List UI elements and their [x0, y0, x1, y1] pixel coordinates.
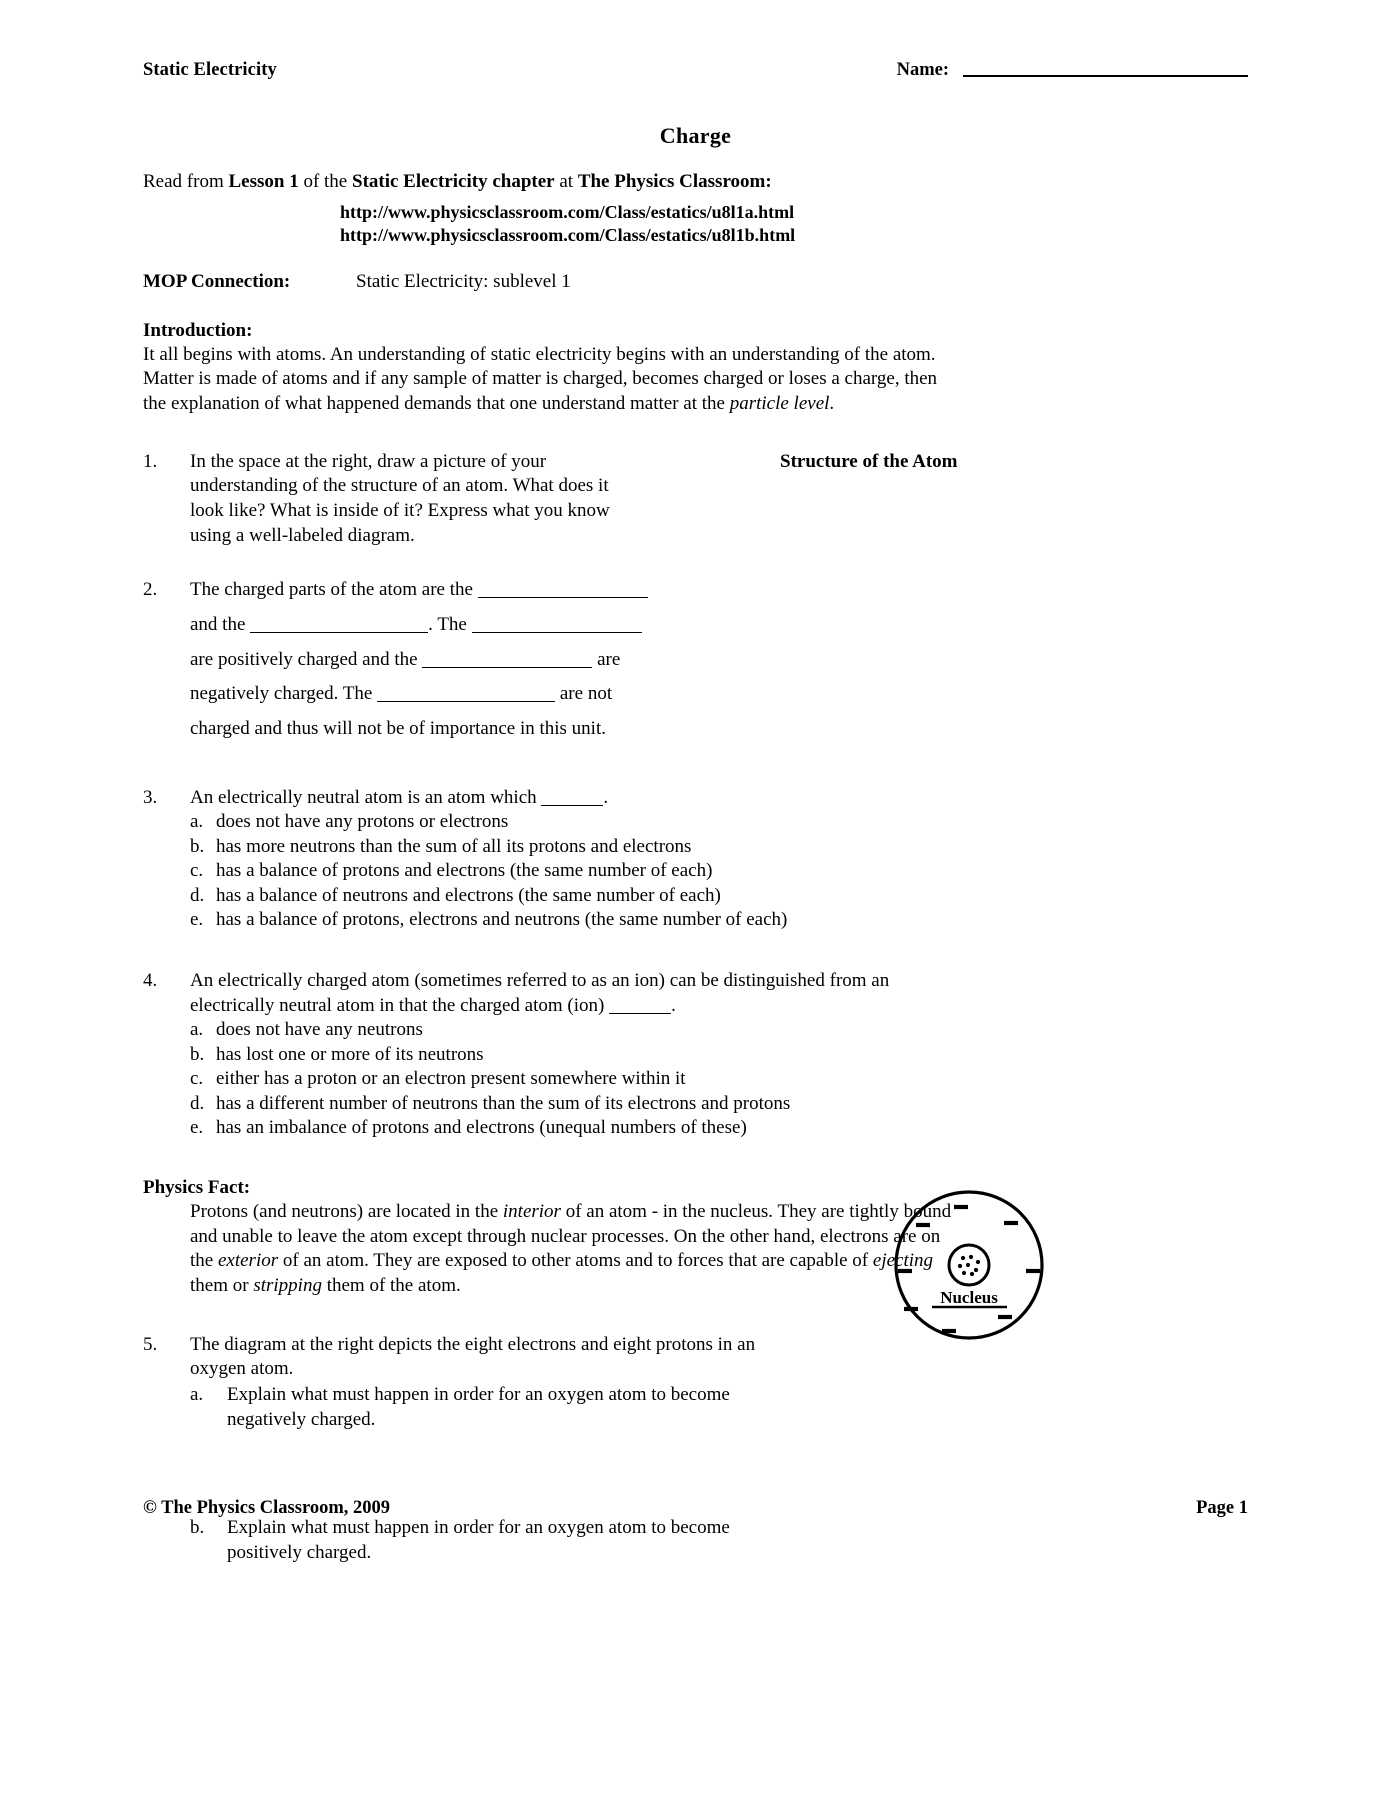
q4-stem-line-1: An electrically charged atom (sometimes referred to as an ion) can be distinguished from an — [190, 969, 890, 991]
physics-fact-paragraph — [190, 1200, 1248, 1299]
page-content — [143, 60, 1248, 1566]
fact-italic-interior: interior — [502, 1200, 561, 1222]
q3-option-c[interactable] — [190, 859, 1248, 884]
question-1-number: 1. — [143, 450, 158, 472]
question-1 — [143, 450, 1248, 549]
fact-l3-pre: the — [190, 1250, 218, 1272]
q2-blank-2[interactable] — [250, 632, 428, 633]
fact-line-2: and unable to leave the atom except through nuclear processes. On the other hand, electrons are on — [190, 1225, 941, 1247]
name-field-group — [897, 60, 1248, 81]
read-prefix: Read from — [143, 171, 229, 192]
intro-line-1: It all begins with atoms. An understanding of static electricity begins with an understanding of the atom. — [143, 343, 936, 365]
question-4 — [143, 969, 1248, 1141]
q2-seg-7: are not — [555, 683, 613, 705]
q4-option-a-letter: a. — [190, 1019, 204, 1041]
q4-option-d[interactable] — [190, 1092, 1248, 1117]
question-5 — [143, 1333, 1248, 1566]
question-4-number: 4. — [143, 969, 158, 991]
q3-option-c-letter: c. — [190, 860, 204, 882]
q4-option-d-text: has a different number of neutrons than the sum of its electrons and protons — [216, 1092, 791, 1114]
q5-sub-b-text — [227, 1516, 1248, 1565]
q2-seg-4: are positively charged and the — [190, 648, 423, 670]
q3-option-b-text: has more neutrons than the sum of all its protons and electrons — [216, 835, 692, 857]
q1-line-2: understanding of the structure of an atom. What does it — [190, 475, 609, 497]
chapter-ref: Static Electricity chapter — [352, 171, 555, 192]
mop-connection-value: Static Electricity: sublevel 1 — [356, 270, 571, 292]
q2-blank-3[interactable] — [472, 632, 642, 633]
fact-italic-stripping: stripping — [253, 1274, 322, 1296]
intro-particle-level: particle level — [729, 392, 830, 414]
q3-option-b-letter: b. — [190, 835, 205, 857]
lesson-ref: Lesson 1 — [228, 171, 299, 192]
fact-l3-mid: of an atom. They are exposed to other atoms and to forces that are capable of — [278, 1250, 873, 1272]
q2-seg-2: and the — [190, 614, 251, 636]
q5-sub-b-line-1: Explain what must happen in order for an oxygen atom to become — [227, 1517, 730, 1539]
oxygen-atom-diagram — [868, 1185, 1070, 1345]
question-1-text — [190, 450, 1248, 549]
question-5-number: 5. — [143, 1333, 158, 1355]
q2-line-5: charged and thus will not be of importance in this unit. — [190, 718, 606, 740]
name-write-line[interactable] — [963, 74, 1248, 77]
nucleus-protons — [958, 1255, 980, 1276]
q3-option-e-text: has a balance of protons, electrons and neutrons (the same number of each) — [216, 909, 788, 931]
q4-option-d-letter: d. — [190, 1092, 205, 1114]
q3-blank[interactable] — [541, 805, 603, 806]
atom-svg — [868, 1185, 1070, 1345]
page-number: Page 1 — [1196, 1498, 1248, 1518]
electron-marks — [898, 1207, 1040, 1331]
intro-line-3 — [143, 392, 1248, 417]
q4-option-a[interactable] — [190, 1018, 1248, 1043]
read-from-line — [143, 170, 1248, 194]
question-3-number: 3. — [143, 786, 158, 808]
site-ref: The Physics Classroom: — [577, 171, 772, 192]
introduction-heading: Introduction: — [143, 319, 253, 341]
q4-option-c[interactable] — [190, 1067, 1248, 1092]
page-title: Charge — [659, 123, 732, 148]
copyright-text: © The Physics Classroom, 2009 — [143, 1498, 390, 1518]
intro-line-2: Matter is made of atoms and if any sample of matter is charged, becomes charged or loses a charge, then — [143, 368, 938, 390]
introduction-paragraph — [143, 343, 1248, 417]
q5-sub-b-line-2: positively charged. — [227, 1542, 372, 1564]
question-3 — [143, 786, 1248, 933]
name-label: Name: — [896, 60, 949, 80]
q4-option-b-text: has lost one or more of its neutrons — [216, 1043, 484, 1065]
q3-stem-post: . — [603, 786, 609, 808]
structure-of-the-atom-heading: Structure of the Atom — [780, 450, 958, 472]
fact-l4-post: them of the atom. — [321, 1274, 461, 1296]
q2-seg-1: The charged parts of the atom are the — [190, 579, 478, 601]
question-2 — [143, 578, 1248, 751]
q3-stem — [190, 786, 1248, 811]
q2-blank-5[interactable] — [377, 701, 555, 702]
read-mid1: of the — [298, 171, 352, 192]
q3-option-e-letter: e. — [190, 909, 204, 931]
page-footer — [143, 1498, 1248, 1519]
q2-seg-6: negatively charged. The — [190, 683, 378, 705]
q2-seg-5: are — [592, 648, 621, 670]
q1-line-4: using a well-labeled diagram. — [190, 524, 415, 546]
q4-option-b[interactable] — [190, 1043, 1248, 1068]
q3-option-a-letter: a. — [190, 811, 204, 833]
fact-line-4 — [190, 1274, 1248, 1299]
fact-line-3 — [190, 1249, 1248, 1274]
q3-option-a-text: does not have any protons or electrons — [216, 811, 509, 833]
resource-url-2[interactable]: http://www.physicsclassroom.com/Class/estatics/u8l1b.html — [340, 225, 796, 246]
q4-stem-post: . — [671, 994, 676, 1016]
question-3-body — [190, 786, 1248, 933]
q3-option-d[interactable] — [190, 884, 1248, 909]
q3-option-a[interactable] — [190, 810, 1248, 835]
q2-line-1 — [190, 578, 1248, 603]
q5-line-1: The diagram at the right depicts the eight electrons and eight protons in an — [190, 1333, 756, 1355]
q3-option-c-text: has a balance of protons and electrons (the same number of each) — [216, 860, 713, 882]
fact-italic-ejecting: ejecting — [872, 1250, 934, 1272]
intro-line-3-post: . — [829, 392, 835, 414]
q4-option-e-text: has an imbalance of protons and electrons (unequal numbers of these) — [216, 1117, 747, 1139]
resource-url-1[interactable]: http://www.physicsclassroom.com/Class/estatics/u8l1a.html — [340, 201, 795, 222]
question-5-body — [190, 1333, 1248, 1566]
page-header — [143, 60, 1248, 81]
resource-url-list — [143, 201, 1248, 248]
q4-option-e-letter: e. — [190, 1117, 204, 1139]
physics-fact-heading: Physics Fact: — [143, 1176, 251, 1198]
q4-option-c-letter: c. — [190, 1068, 204, 1090]
q5-sub-a-line-1: Explain what must happen in order for an oxygen atom to become — [227, 1383, 730, 1405]
q4-option-a-text: does not have any neutrons — [216, 1019, 423, 1041]
nucleus-label: Nucleus — [940, 1288, 998, 1307]
q2-blank-4[interactable] — [422, 667, 592, 668]
question-3-options — [190, 810, 1248, 933]
q4-stem-pre: electrically neutral atom in that the charged atom (ion) — [190, 994, 610, 1016]
q5-line-2: oxygen atom. — [190, 1358, 294, 1380]
q2-seg-3: . The — [428, 614, 472, 636]
q3-option-d-letter: d. — [190, 884, 205, 906]
q5-sub-a — [190, 1383, 1248, 1432]
question-4-options — [190, 1018, 1248, 1141]
q1-line-1: In the space at the right, draw a picture of your — [190, 450, 547, 472]
question-4-body — [190, 969, 1248, 1141]
q2-line-4 — [190, 682, 1248, 707]
q3-option-e[interactable] — [190, 908, 1248, 933]
q3-option-b[interactable] — [190, 835, 1248, 860]
q3-option-d-text: has a balance of neutrons and electrons (the same number of each) — [216, 884, 721, 906]
question-2-number: 2. — [143, 579, 158, 601]
q4-option-c-text: either has a proton or an electron present somewhere within it — [216, 1068, 686, 1090]
fact-l1-pre: Protons (and neutrons) are located in the — [190, 1200, 503, 1222]
unit-title: Static Electricity — [143, 60, 277, 80]
q5-sub-a-line-2: negatively charged. — [227, 1408, 376, 1430]
q5-sub-b — [190, 1516, 1248, 1565]
mop-connection-row — [143, 271, 1248, 293]
q3-stem-pre: An electrically neutral atom is an atom which — [190, 786, 542, 808]
q2-blank-1[interactable] — [478, 597, 648, 598]
q5-sub-a-letter: a. — [190, 1383, 204, 1405]
mop-connection-label: MOP Connection: — [143, 270, 291, 292]
q2-line-3 — [190, 648, 1248, 673]
fact-l1-post: of an atom - in the nucleus. They are tightly bound — [560, 1200, 952, 1222]
read-mid2: at — [554, 171, 578, 192]
q4-option-e[interactable] — [190, 1116, 1248, 1141]
q5-sub-b-letter: b. — [190, 1517, 205, 1539]
intro-line-3-pre: the explanation of what happened demands that one understand matter at the — [143, 392, 730, 414]
q2-line-2 — [190, 613, 1248, 638]
fact-italic-exterior: exterior — [217, 1250, 279, 1272]
fact-l4-pre: them or — [190, 1274, 254, 1296]
q1-line-3: look like? What is inside of it? Express what you know — [190, 499, 610, 521]
q4-option-b-letter: b. — [190, 1043, 205, 1065]
question-2-body — [190, 578, 1248, 751]
q4-stem-line-2 — [190, 994, 1248, 1019]
fact-line-1 — [190, 1200, 1248, 1225]
q5-sub-a-text — [227, 1383, 1248, 1432]
q4-blank[interactable] — [609, 1013, 671, 1014]
